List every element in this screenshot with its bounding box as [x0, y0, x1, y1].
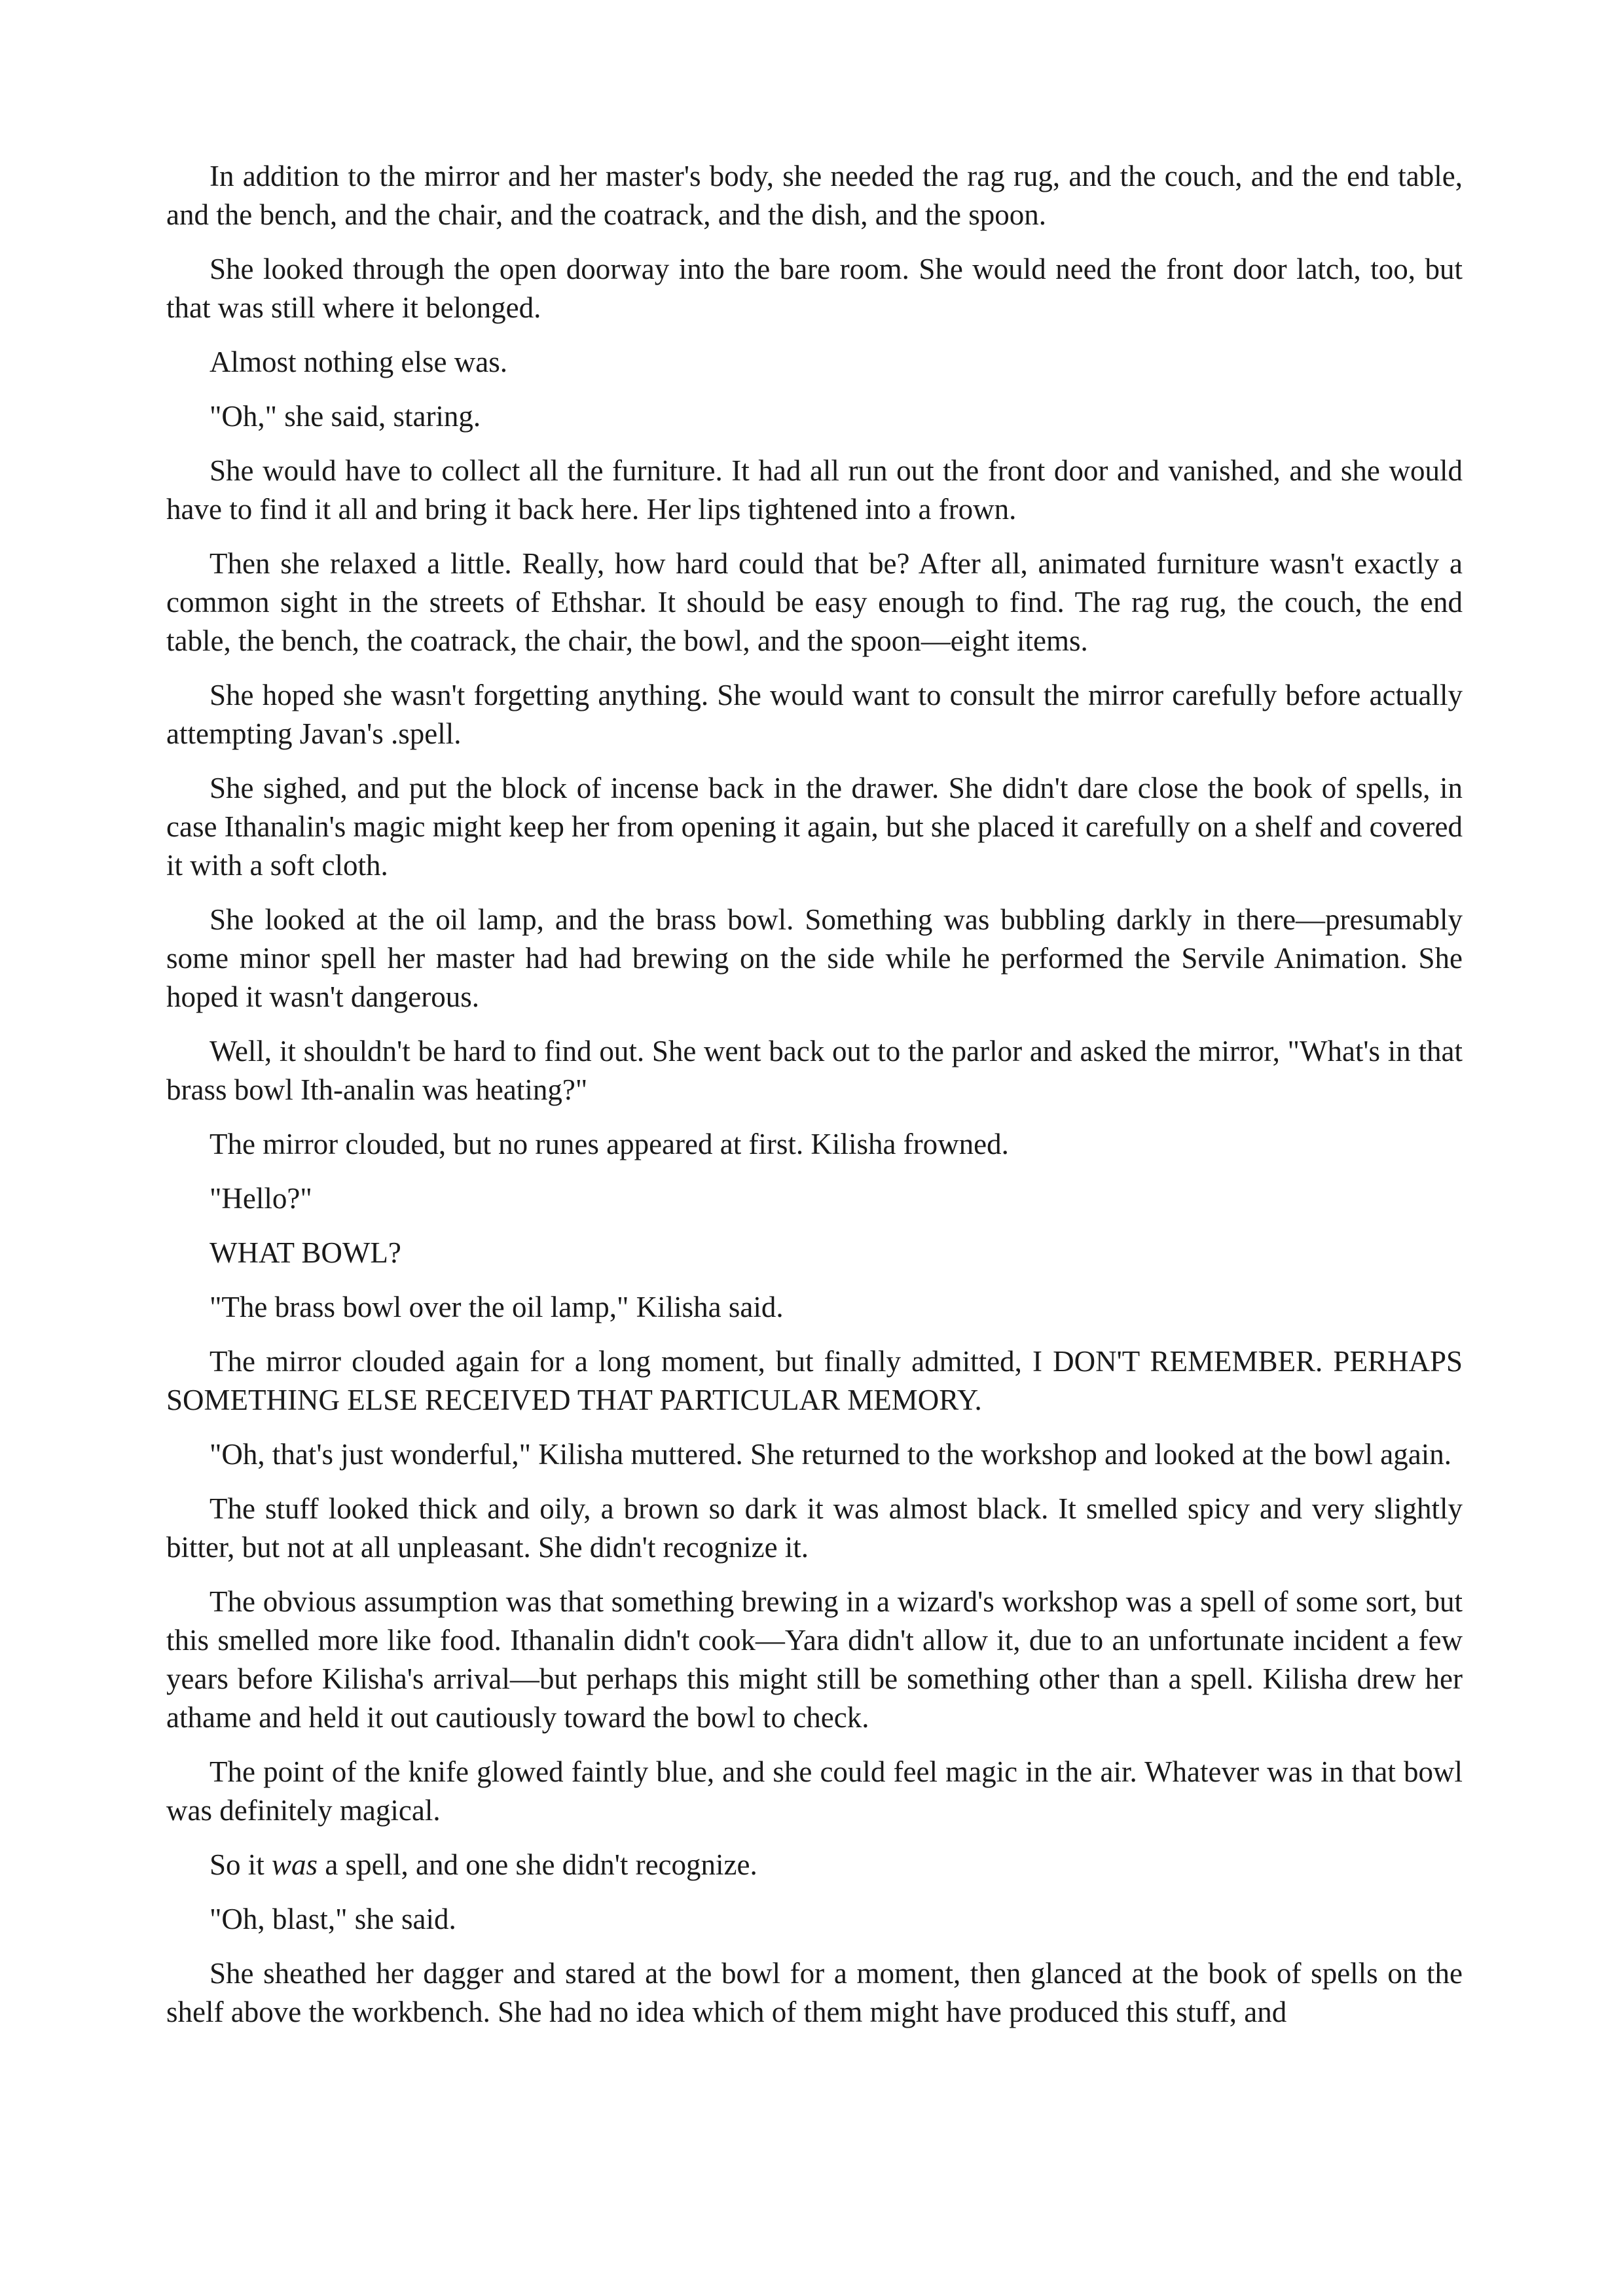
paragraph: The obvious assumption was that something brewing in a wizard's workshop was a spell of some sort, but this smelled more like food. Ithanalin didn't cook—Yara didn't allow it, due to an unfortunate incident a few years before Kilisha's arrival—but perhaps this might still be something other than a spell. Kilisha drew her athame and held it out cautiously toward the bowl to check.	[166, 1585, 1463, 1734]
paragraph: Then she relaxed a little. Really, how hard could that be? After all, animated furniture wasn't exactly a common sight in the streets of Ethshar. It should be easy enough to find. The rag rug, the couch, the end table, the bench, the coatrack, the chair, the bowl, and the spoon—eight items.	[166, 547, 1463, 657]
paragraph: Well, it shouldn't be hard to find out. She went back out to the parlor and asked the mirror, "What's in that brass bowl Ith-analin was heating?"	[166, 1035, 1463, 1106]
page-body	[166, 157, 1463, 2047]
paragraph: "Oh, blast," she said.	[210, 1903, 456, 1935]
text-run: a spell, and one she didn't recognize.	[318, 1848, 757, 1881]
paragraph: She looked at the oil lamp, and the brass bowl. Something was bubbling darkly in there—presumably some minor spell her master had had brewing on the side while he performed the Servile Animation. She hoped it wasn't dangerous.	[166, 903, 1463, 1013]
paragraph: "The brass bowl over the oil lamp," Kilisha said.	[210, 1291, 784, 1323]
paragraph: Almost nothing else was.	[210, 346, 507, 378]
paragraph: She hoped she wasn't forgetting anything. She would want to consult the mirror carefully before actually attempting Javan's .spell.	[166, 679, 1463, 750]
text-run: So it	[210, 1848, 272, 1881]
paragraph: The mirror clouded again for a long moment, but finally admitted, I DON'T REMEMBER. PERHAPS SOMETHING ELSE RECEIVED THAT PARTICULAR MEMORY.	[166, 1345, 1463, 1416]
paragraph-with-emphasis	[166, 1846, 1463, 1884]
paragraph: "Oh," she said, staring.	[210, 400, 481, 433]
paragraph: "Hello?"	[210, 1182, 312, 1215]
paragraph: WHAT BOWL?	[210, 1236, 401, 1269]
paragraph: She looked through the open doorway into the bare room. She would need the front door latch, too, but that was still where it belonged.	[166, 253, 1463, 324]
paragraph: She would have to collect all the furniture. It had all run out the front door and vanished, and she would have to find it all and bring it back here. Her lips tightened into a frown.	[166, 454, 1463, 526]
paragraph: The mirror clouded, but no runes appeared at first. Kilisha frowned.	[210, 1128, 1009, 1160]
emphasis-text: was	[272, 1848, 318, 1881]
paragraph: In addition to the mirror and her master's body, she needed the rag rug, and the couch, and the end table, and the bench, and the chair, and the coatrack, and the dish, and the spoon.	[166, 160, 1463, 231]
paragraph: The stuff looked thick and oily, a brown so dark it was almost black. It smelled spicy and very slightly bitter, but not at all unpleasant. She didn't recognize it.	[166, 1492, 1463, 1564]
paragraph: She sighed, and put the block of incense back in the drawer. She didn't dare close the book of spells, in case Ithanalin's magic might keep her from opening it again, but she placed it carefully on a shelf and covered it with a soft cloth.	[166, 772, 1463, 882]
paragraph: She sheathed her dagger and stared at the bowl for a moment, then glanced at the book of spells on the shelf above the workbench. She had no idea which of them might have produced this stuff, and	[166, 1957, 1463, 2028]
paragraph: "Oh, that's just wonderful," Kilisha muttered. She returned to the workshop and looked at the bowl again.	[210, 1438, 1451, 1471]
paragraph: The point of the knife glowed faintly blue, and she could feel magic in the air. Whatever was in that bowl was definitely magical.	[166, 1755, 1463, 1827]
